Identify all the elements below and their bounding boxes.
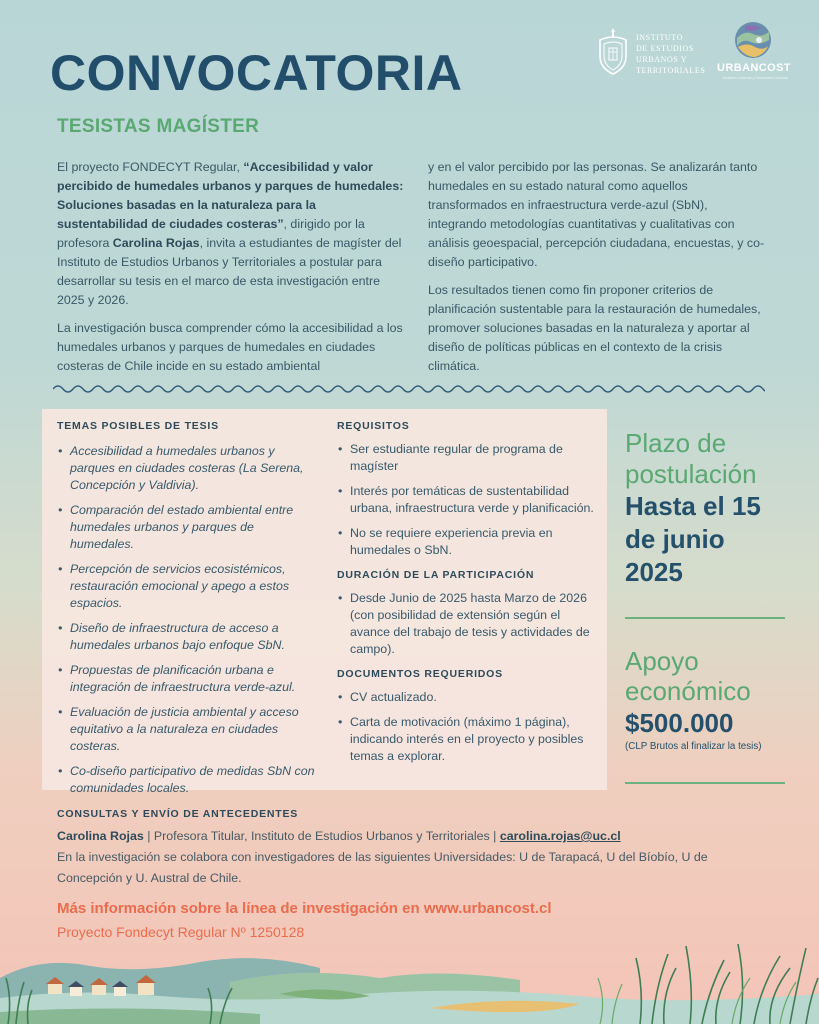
list-item: • Co-diseño participativo de medidas SbN con comunidades locales. — [57, 763, 317, 797]
contact-heading: CONSULTAS Y ENVÍO DE ANTECEDENTES — [57, 808, 299, 820]
duration-heading: DURACIÓN DE LA PARTICIPACIÓN — [337, 569, 535, 581]
list-item: • CV actualizado. — [337, 689, 599, 706]
list-item: • Propuestas de planificación urbana e integración de infraestructura verde-azul. — [57, 662, 317, 696]
list-item: • Comparación del estado ambiental entre humedales urbanos y parques de humedales. — [57, 502, 317, 553]
requirements-section — [337, 420, 599, 773]
institute-name: INSTITUTO DE ESTUDIOS URBANOS Y TERRITORIALES — [636, 33, 706, 75]
email-link[interactable]: carolina.rojas@uc.cl — [499, 829, 621, 843]
urbancost-logo — [715, 20, 795, 90]
thesis-topics-heading: TEMAS POSIBLES DE TESIS — [57, 420, 219, 432]
collaboration-text: En la investigación se colabora con investigadores de las siguientes Universidades: U de Tarapacá, U del Bíobío, U de Concepción y U. Austral de Chile. — [57, 850, 708, 885]
intro-paragraph-2: La investigación busca comprender cómo la accesibilidad a los humedales urbanos y parques de humedales en ciudades costeras de Chile incide en su estado ambiental — [57, 321, 403, 373]
list-item: • Diseño de infraestructura de acceso a humedales urbanos bajo enfoque SbN. — [57, 620, 317, 654]
wave-divider — [53, 382, 765, 396]
list-item: • Accesibilidad a humedales urbanos y parques en ciudades costeras (La Serena, Concepción y Valdivia). — [57, 443, 317, 494]
intro-paragraph-3: y en el valor percibido por las personas. Se analizarán tanto humedales en su estado natural como aquellos transformados en infraestructura verde-azul (SbN), integrando metodologías cuantitativas y cualitativas con análisis geoespacial, percepción ciudadana, encuestas, y co-diseño participativo. — [428, 160, 765, 269]
list-item: • Evaluación de justicia ambiental y acceso equitativo a la naturaleza en ciudades costeras. — [57, 704, 317, 755]
deadline-label: Plazo de postulación — [625, 428, 757, 489]
globe-icon — [733, 20, 773, 60]
contact-section — [57, 808, 757, 889]
list-item: • Desde Junio de 2025 hasta Marzo de 2026 (con posibilidad de extensión según el avance del trabajo de tesis y actividades de campo). — [337, 590, 599, 658]
requirements-heading: REQUISITOS — [337, 420, 410, 432]
documents-list — [337, 689, 599, 765]
project-number: Proyecto Fondecyt Regular Nº 1250128 — [57, 924, 305, 940]
list-item: • Interés por temáticas de sustentabilidad urbana, infraestructura verde y planificación. — [337, 483, 599, 517]
thesis-topics-section — [57, 420, 317, 805]
stipend-amount: $500.000 — [625, 708, 734, 738]
brand-name: URBANCOST — [717, 62, 791, 74]
brand-tagline: Ciudades costeras y Humedales Urbanos — [721, 76, 789, 80]
landscape-illustration — [0, 938, 819, 1024]
institute-logo — [594, 24, 704, 82]
university-seal-icon — [594, 24, 632, 78]
stipend-note: (CLP Brutos al finalizar la tesis) — [625, 741, 762, 752]
thesis-topics-list — [57, 443, 317, 797]
list-item: • Percepción de servicios ecosistémicos, restauración emocional y apego a estos espacios. — [57, 561, 317, 612]
documents-heading: DOCUMENTOS REQUERIDOS — [337, 668, 503, 680]
duration-list — [337, 590, 599, 658]
requirements-list — [337, 441, 599, 559]
stipend-block — [625, 646, 805, 752]
intro-paragraph-1: El proyecto FONDECYT Regular, “Accesibilidad y valor percibido de humedales urbanos y parques de humedales: Soluciones basadas en la naturaleza para la sustentabilidad de ciudades costeras”, dirigido por la profesora Carolina Rojas, invita a estudiantes de magíster del Instituto de Estudios Urbanos y Territoriales a postular para desarrollar su tesis en el marco de esta investigación entre 2025 y 2026. — [57, 160, 404, 307]
intro-column-right — [428, 158, 768, 385]
more-info-link[interactable]: Más información sobre la línea de investigación en www.urbancost.cl — [57, 900, 552, 917]
deadline-block — [625, 428, 805, 589]
intro-column-left — [57, 158, 409, 385]
list-item: • Ser estudiante regular de programa de magíster — [337, 441, 599, 475]
list-item: • No se requiere experiencia previa en humedales o SbN. — [337, 525, 599, 559]
list-item: • Carta de motivación (máximo 1 página), indicando interés en el proyecto y posibles temas a explorar. — [337, 714, 599, 765]
deadline-value: Hasta el 15 de junio 2025 — [625, 491, 761, 587]
divider — [625, 782, 785, 784]
intro-paragraph-4: Los resultados tienen como fin proponer criterios de planificación sustentable para la restauración de humedales, promover soluciones basadas en la naturaleza y aportar al diseño de políticas públicas en el contexto de la crisis climática. — [428, 283, 761, 373]
page-subtitle: TESISTAS MAGÍSTER — [57, 116, 260, 137]
page-title: CONVOCATORIA — [50, 45, 463, 101]
stipend-label: Apoyo económico — [625, 646, 751, 706]
divider — [625, 617, 785, 619]
contact-line: Carolina Rojas | Profesora Titular, Instituto de Estudios Urbanos y Territoriales | carolina.rojas@uc.cl — [57, 829, 621, 843]
